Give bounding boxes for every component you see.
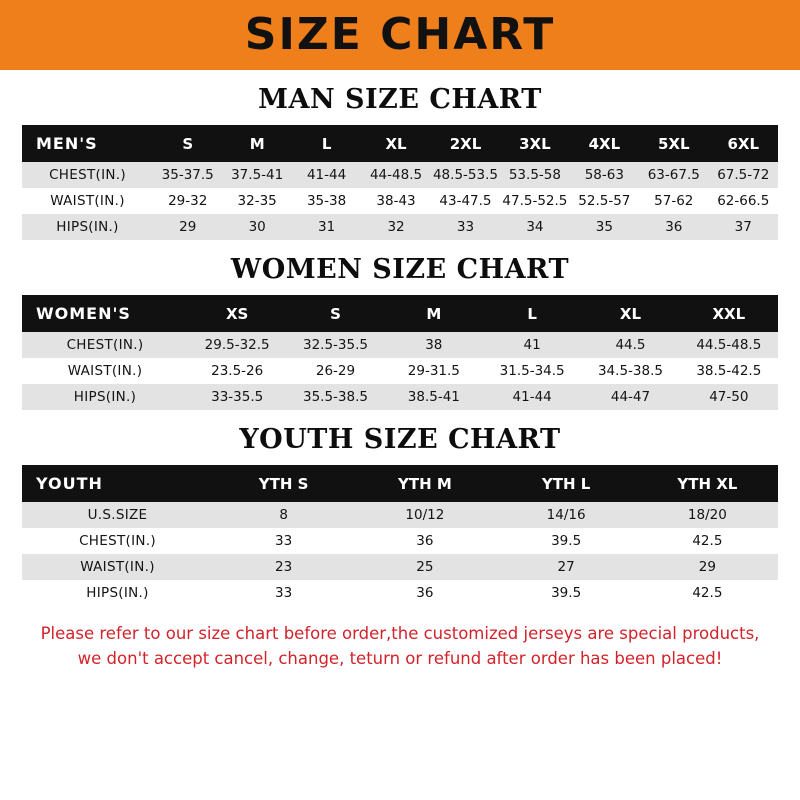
- table-cell: 26-29: [286, 358, 384, 384]
- row-label: WAIST(IN.): [22, 554, 213, 580]
- table-header-row: [22, 125, 778, 162]
- column-header: YTH XL: [637, 465, 778, 502]
- table-cell: 10/12: [354, 502, 495, 528]
- table-cell: 47-50: [680, 384, 778, 410]
- table-cell: 29-31.5: [385, 358, 483, 384]
- column-header: 4XL: [570, 125, 639, 162]
- table-cell: 31.5-34.5: [483, 358, 581, 384]
- table-cell: 38.5-42.5: [680, 358, 778, 384]
- table-cell: 27: [496, 554, 637, 580]
- section-youth: [22, 424, 778, 606]
- column-header: YTH S: [213, 465, 354, 502]
- table-cell: 43-47.5: [431, 188, 500, 214]
- table-cell: 63-67.5: [639, 162, 708, 188]
- footnote-line-2: we don't accept cancel, change, teturn or refund after order has been placed!: [77, 648, 723, 668]
- table-cell: 35: [570, 214, 639, 240]
- table-cell: 32: [361, 214, 430, 240]
- table-cell: 33: [213, 528, 354, 554]
- table-cell: 38: [385, 332, 483, 358]
- table-row: [22, 358, 778, 384]
- row-label: CHEST(IN.): [22, 332, 188, 358]
- table-cell: 36: [354, 528, 495, 554]
- table-cell: 29: [153, 214, 222, 240]
- table-cell: 35.5-38.5: [286, 384, 384, 410]
- footnote-line-1: Please refer to our size chart before order,the customized jerseys are special products,: [40, 624, 760, 643]
- column-header: YOUTH: [22, 465, 213, 502]
- table-cell: 34: [500, 214, 569, 240]
- table-cell: 42.5: [637, 580, 778, 606]
- table-row: [22, 384, 778, 410]
- table-cell: 42.5: [637, 528, 778, 554]
- table-cell: 33-35.5: [188, 384, 286, 410]
- table-cell: 41: [483, 332, 581, 358]
- column-header: YTH M: [354, 465, 495, 502]
- table-cell: 48.5-53.5: [431, 162, 500, 188]
- table-cell: 39.5: [496, 528, 637, 554]
- column-header: YTH L: [496, 465, 637, 502]
- table-cell: 29: [637, 554, 778, 580]
- women-size-table: [22, 295, 778, 410]
- table-cell: 35-38: [292, 188, 361, 214]
- table-cell: 30: [222, 214, 291, 240]
- table-cell: 38.5-41: [385, 384, 483, 410]
- column-header: 5XL: [639, 125, 708, 162]
- section-women: [22, 254, 778, 410]
- column-header: S: [153, 125, 222, 162]
- footnote: [22, 622, 778, 672]
- row-label: HIPS(IN.): [22, 580, 213, 606]
- table-cell: 58-63: [570, 162, 639, 188]
- table-cell: 67.5-72: [709, 162, 779, 188]
- table-cell: 37: [709, 214, 779, 240]
- table-cell: 39.5: [496, 580, 637, 606]
- table-row: [22, 502, 778, 528]
- men-size-table: [22, 125, 778, 240]
- table-cell: 41-44: [292, 162, 361, 188]
- table-row: [22, 332, 778, 358]
- table-cell: 33: [213, 580, 354, 606]
- table-cell: 53.5-58: [500, 162, 569, 188]
- row-label: WAIST(IN.): [22, 188, 153, 214]
- section-men: [22, 84, 778, 240]
- table-header-row: [22, 465, 778, 502]
- table-cell: 23.5-26: [188, 358, 286, 384]
- row-label: WAIST(IN.): [22, 358, 188, 384]
- table-cell: 47.5-52.5: [500, 188, 569, 214]
- table-row: [22, 528, 778, 554]
- header-band: [0, 0, 800, 70]
- table-header-row: [22, 295, 778, 332]
- column-header: XL: [361, 125, 430, 162]
- section-title-men: MAN SIZE CHART: [258, 84, 542, 115]
- row-label: HIPS(IN.): [22, 214, 153, 240]
- column-header: L: [483, 295, 581, 332]
- column-header: 2XL: [431, 125, 500, 162]
- table-cell: 29-32: [153, 188, 222, 214]
- table-row: [22, 554, 778, 580]
- table-cell: 44-47: [581, 384, 679, 410]
- table-row: [22, 214, 778, 240]
- column-header: M: [222, 125, 291, 162]
- table-cell: 29.5-32.5: [188, 332, 286, 358]
- table-cell: 41-44: [483, 384, 581, 410]
- table-cell: 32-35: [222, 188, 291, 214]
- column-header: MEN'S: [22, 125, 153, 162]
- column-header: S: [286, 295, 384, 332]
- table-cell: 36: [354, 580, 495, 606]
- chart-content: [0, 84, 800, 672]
- column-header: 6XL: [709, 125, 779, 162]
- section-title-youth: YOUTH SIZE CHART: [239, 424, 561, 455]
- table-cell: 25: [354, 554, 495, 580]
- table-cell: 18/20: [637, 502, 778, 528]
- column-header: XS: [188, 295, 286, 332]
- column-header: M: [385, 295, 483, 332]
- table-cell: 44-48.5: [361, 162, 430, 188]
- column-header: XXL: [680, 295, 778, 332]
- table-cell: 34.5-38.5: [581, 358, 679, 384]
- column-header: XL: [581, 295, 679, 332]
- table-cell: 35-37.5: [153, 162, 222, 188]
- table-cell: 62-66.5: [709, 188, 779, 214]
- page-title: SIZE CHART: [244, 9, 556, 60]
- table-cell: 32.5-35.5: [286, 332, 384, 358]
- table-cell: 57-62: [639, 188, 708, 214]
- column-header: WOMEN'S: [22, 295, 188, 332]
- table-cell: 38-43: [361, 188, 430, 214]
- column-header: 3XL: [500, 125, 569, 162]
- row-label: HIPS(IN.): [22, 384, 188, 410]
- table-cell: 31: [292, 214, 361, 240]
- row-label: U.S.SIZE: [22, 502, 213, 528]
- column-header: L: [292, 125, 361, 162]
- table-row: [22, 162, 778, 188]
- section-title-women: WOMEN SIZE CHART: [230, 254, 570, 285]
- table-cell: 44.5: [581, 332, 679, 358]
- table-cell: 52.5-57: [570, 188, 639, 214]
- row-label: CHEST(IN.): [22, 528, 213, 554]
- table-cell: 44.5-48.5: [680, 332, 778, 358]
- table-cell: 14/16: [496, 502, 637, 528]
- youth-size-table: [22, 465, 778, 606]
- table-cell: 8: [213, 502, 354, 528]
- table-row: [22, 188, 778, 214]
- table-row: [22, 580, 778, 606]
- table-cell: 37.5-41: [222, 162, 291, 188]
- table-cell: 36: [639, 214, 708, 240]
- table-cell: 33: [431, 214, 500, 240]
- row-label: CHEST(IN.): [22, 162, 153, 188]
- table-cell: 23: [213, 554, 354, 580]
